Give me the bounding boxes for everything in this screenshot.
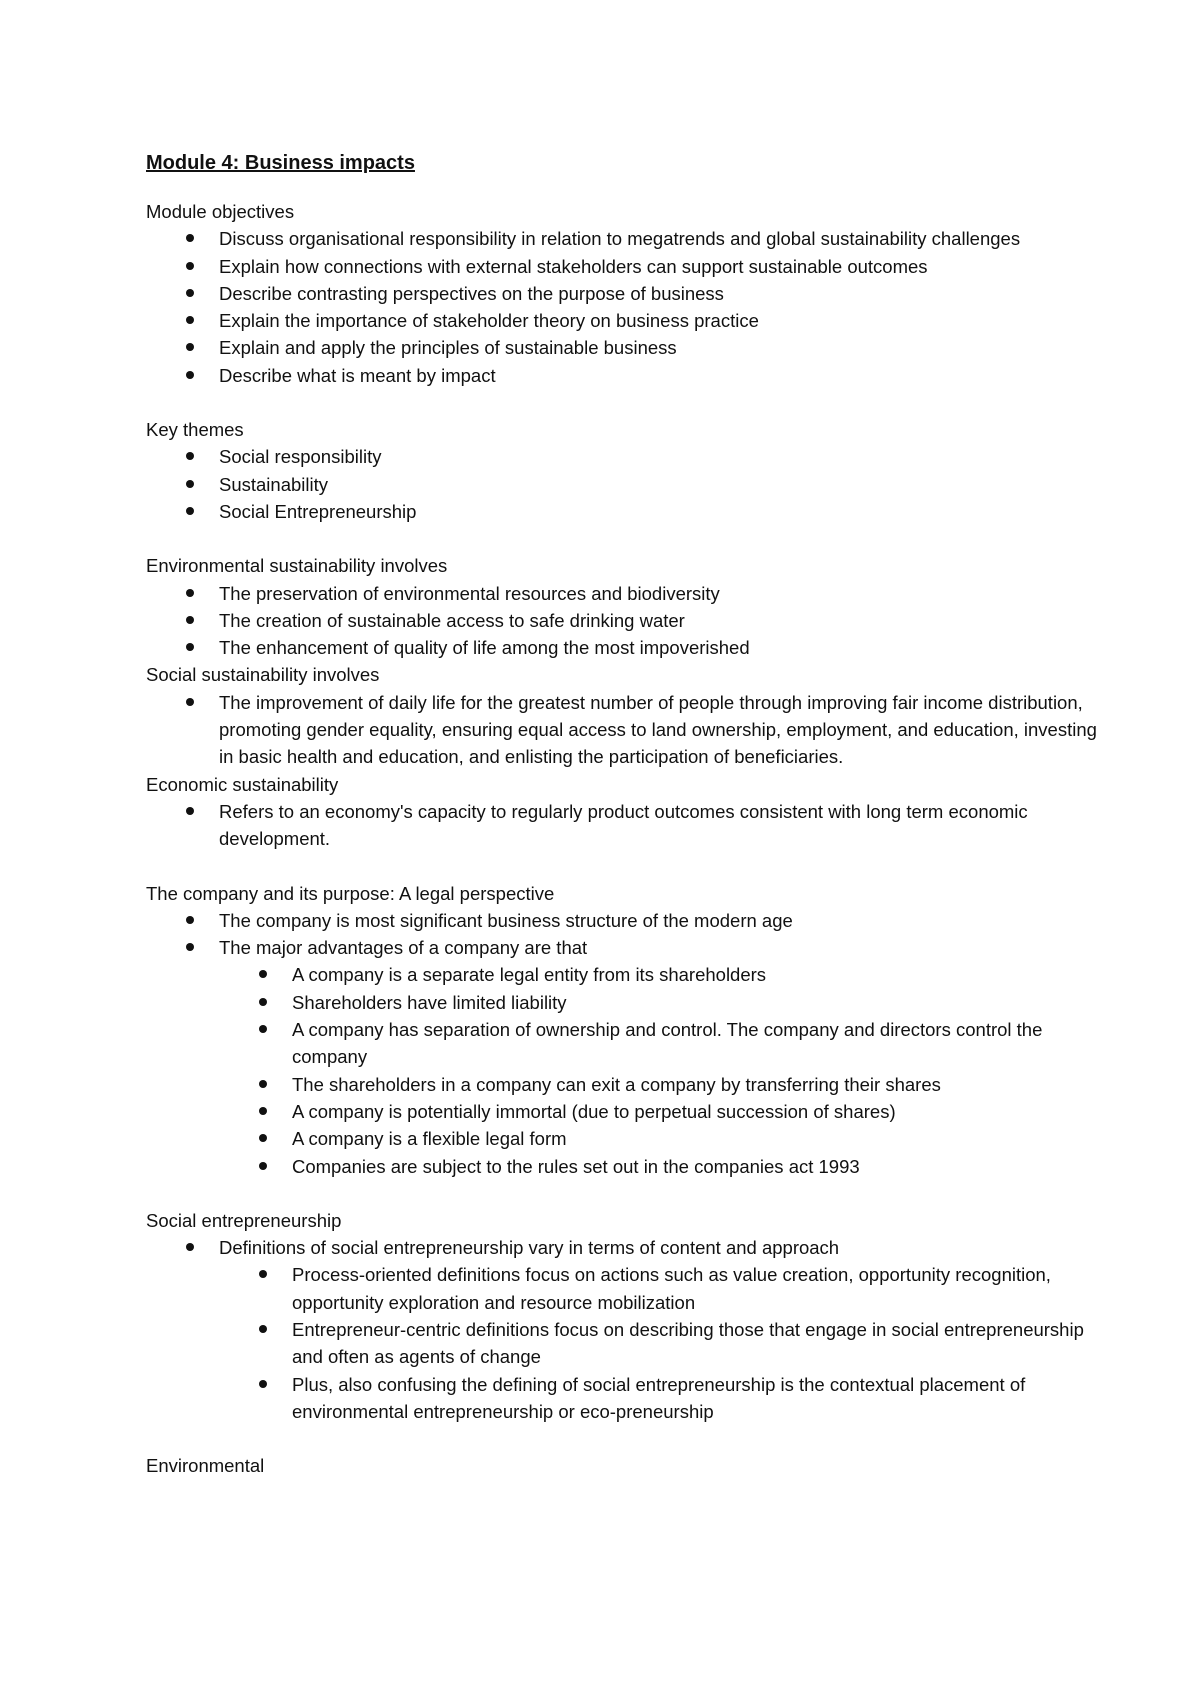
- bullet-icon: [186, 698, 194, 706]
- paragraph-gap: [146, 525, 1100, 552]
- section: [146, 198, 1100, 416]
- list-item: [146, 362, 1100, 389]
- bullet-icon: [186, 316, 194, 324]
- bullet-list: [146, 798, 1100, 853]
- bullet-icon: [186, 643, 194, 651]
- list-item-text: Companies are subject to the rules set out in the companies act 1993: [292, 1155, 860, 1177]
- bullet-list: [146, 580, 1100, 662]
- list-item-text: Plus, also confusing the defining of social entrepreneurship is the contextual placement of environmental entrepreneurship or eco-preneurship: [292, 1373, 1026, 1422]
- list-item-text: Refers to an economy's capacity to regularly product outcomes consistent with long term economic development.: [219, 800, 1028, 850]
- list-item-text: The enhancement of quality of life among the most impoverished: [219, 637, 750, 659]
- list-item: [146, 225, 1100, 252]
- list-item-text: The creation of sustainable access to safe drinking water: [219, 609, 685, 631]
- paragraph-gap: [146, 1180, 1100, 1207]
- bullet-list: [146, 443, 1100, 525]
- list-item-text: A company has separation of ownership and control. The company and directors control the company: [292, 1019, 1043, 1068]
- list-item-text: A company is a separate legal entity from its shareholders: [292, 964, 767, 986]
- section: [146, 661, 1100, 770]
- list-item-text: Sustainability: [219, 473, 329, 495]
- section: [146, 880, 1100, 1207]
- bullet-list: [146, 907, 1100, 1180]
- list-item: [146, 498, 1100, 525]
- list-item-text: Describe what is meant by impact: [219, 364, 496, 386]
- list-item: [146, 989, 1100, 1016]
- bullet-icon: [259, 1325, 267, 1333]
- bullet-icon: [186, 262, 194, 270]
- bullet-icon: [186, 289, 194, 297]
- bullet-icon: [186, 807, 194, 815]
- list-item-text: Explain and apply the principles of sustainable business: [219, 337, 677, 359]
- list-item: [146, 689, 1100, 771]
- bullet-icon: [186, 943, 194, 951]
- list-item: [146, 1261, 1100, 1316]
- list-item-text: Social responsibility: [219, 446, 382, 468]
- section-heading: Social entrepreneurship: [146, 1209, 342, 1231]
- list-item: [146, 471, 1100, 498]
- list-item-text: Entrepreneur-centric definitions focus on describing those that engage in social entrepreneurship and often as agents of change: [292, 1318, 1084, 1368]
- list-item-text: Explain how connections with external stakeholders can support sustainable outcomes: [219, 255, 928, 277]
- paragraph-gap: [146, 389, 1100, 416]
- section-heading: Environmental sustainability involves: [146, 555, 448, 577]
- bullet-icon: [186, 234, 194, 242]
- bullet-icon: [259, 1025, 267, 1033]
- list-item-text: A company is a flexible legal form: [292, 1128, 567, 1150]
- bullet-icon: [186, 1243, 194, 1251]
- list-item-text: The preservation of environmental resources and biodiversity: [219, 582, 720, 604]
- list-item-text: Definitions of social entrepreneurship vary in terms of content and approach: [219, 1237, 840, 1259]
- bullet-icon: [259, 998, 267, 1006]
- bullet-icon: [186, 343, 194, 351]
- document-title: Module 4: Business impacts: [146, 152, 415, 174]
- section-heading: The company and its purpose: A legal perspective: [146, 882, 555, 904]
- list-item: [146, 580, 1100, 607]
- bullet-icon: [259, 1162, 267, 1170]
- section: [146, 416, 1100, 552]
- bullet-icon: [259, 1080, 267, 1088]
- section-heading: Environmental: [146, 1455, 265, 1477]
- list-item-text: Shareholders have limited liability: [292, 991, 567, 1013]
- section: [146, 771, 1100, 880]
- bullet-icon: [186, 589, 194, 597]
- bullet-list: [146, 689, 1100, 771]
- list-item-text: Discuss organisational responsibility in relation to megatrends and global sustainability challenges: [219, 228, 1021, 250]
- bullet-icon: [186, 616, 194, 624]
- list-item: [146, 607, 1100, 634]
- list-item: [146, 443, 1100, 470]
- list-item: [146, 253, 1100, 280]
- list-item-text: Social Entrepreneurship: [219, 500, 417, 522]
- list-item: [146, 334, 1100, 361]
- list-item: [146, 1153, 1100, 1180]
- list-item-text: The shareholders in a company can exit a company by transferring their shares: [292, 1073, 941, 1095]
- list-item-text: The company is most significant business structure of the modern age: [219, 909, 793, 931]
- list-item: [146, 961, 1100, 988]
- document-body: [146, 198, 1100, 1479]
- bullet-icon: [259, 1380, 267, 1388]
- bullet-icon: [186, 452, 194, 460]
- section: [146, 1207, 1100, 1452]
- bullet-icon: [186, 371, 194, 379]
- list-item: [146, 1125, 1100, 1152]
- section-heading: Social sustainability involves: [146, 664, 380, 686]
- section-heading: Economic sustainability: [146, 773, 339, 795]
- paragraph-gap: [146, 1425, 1100, 1452]
- list-item: [146, 1371, 1100, 1426]
- bullet-icon: [186, 916, 194, 924]
- bullet-icon: [259, 1270, 267, 1278]
- bullet-icon: [186, 480, 194, 488]
- list-item: [146, 798, 1100, 853]
- list-item: [146, 280, 1100, 307]
- bullet-icon: [259, 970, 267, 978]
- bullet-icon: [186, 507, 194, 515]
- bullet-list: [146, 1234, 1100, 1425]
- list-item: [146, 1016, 1100, 1071]
- list-item-text: A company is potentially immortal (due to perpetual succession of shares): [292, 1100, 896, 1122]
- list-item: [146, 1098, 1100, 1125]
- list-item: [146, 934, 1100, 961]
- list-item-text: The major advantages of a company are that: [219, 937, 588, 959]
- bullet-list: [146, 225, 1100, 389]
- list-item-text: Process-oriented definitions focus on actions such as value creation, opportunity recognition, opportunity exploration and resource mobilization: [292, 1264, 1051, 1313]
- list-item-text: Explain the importance of stakeholder theory on business practice: [219, 310, 759, 332]
- list-item: [146, 634, 1100, 661]
- section: [146, 1452, 1100, 1479]
- section-heading: Module objectives: [146, 201, 295, 222]
- section-heading: Key themes: [146, 419, 244, 441]
- list-item-text: The improvement of daily life for the greatest number of people through improving fair income distribution, promoting gender equality, ensuring equal access to land ownership, employment, and education, investing in basic health and education, and enlisting the participation of beneficiaries.: [219, 691, 1097, 768]
- paragraph-gap: [146, 853, 1100, 880]
- section: [146, 552, 1100, 661]
- list-item: [146, 307, 1100, 334]
- list-item: [146, 1234, 1100, 1261]
- list-item: [146, 1316, 1100, 1371]
- list-item: [146, 1071, 1100, 1098]
- list-item: [146, 907, 1100, 934]
- bullet-icon: [259, 1134, 267, 1142]
- bullet-icon: [259, 1107, 267, 1115]
- list-item-text: Describe contrasting perspectives on the purpose of business: [219, 282, 724, 304]
